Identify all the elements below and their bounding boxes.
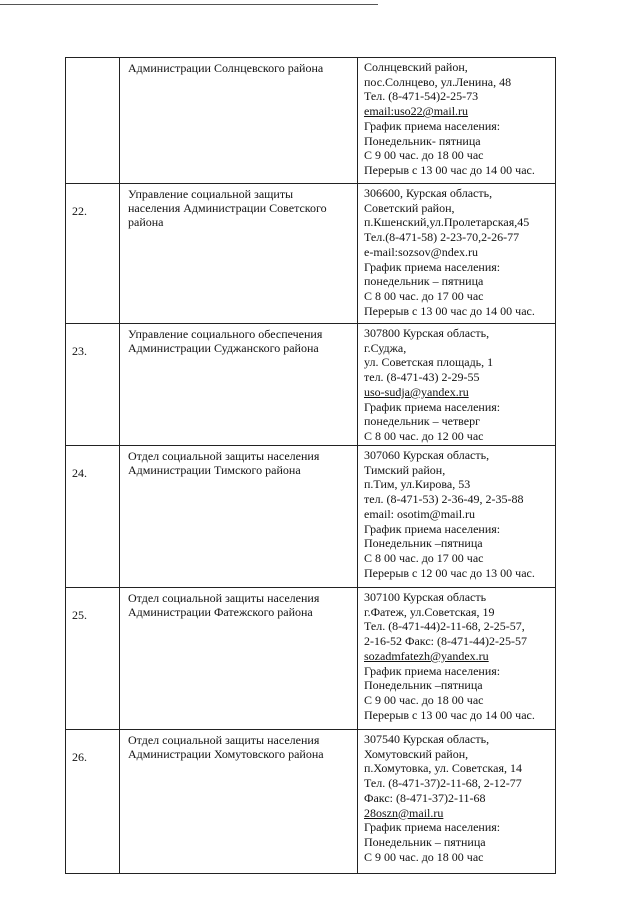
row-number: 25. — [66, 588, 120, 730]
email-link[interactable]: email: osotim@mail.ru — [364, 506, 476, 521]
organization-name: Управление социальной защиты населения Администрации Советского района — [120, 184, 358, 324]
table-row — [66, 730, 556, 874]
table-row — [66, 58, 556, 184]
top-rule — [0, 4, 378, 5]
table-row — [66, 184, 556, 324]
email-link[interactable]: sozadmfatezh@yandex.ru — [364, 648, 489, 663]
organization-name: Отдел социальной защиты населения Администрации Хомутовского района — [120, 730, 358, 874]
table-row — [66, 588, 556, 730]
email-link[interactable]: uso-sudja@yandex.ru — [364, 384, 469, 399]
row-number — [66, 58, 120, 184]
organization-name: Администрации Солнцевского района — [120, 58, 358, 184]
email-link[interactable]: email:uso22@mail.ru — [364, 104, 469, 119]
email-link[interactable]: 28oszn@mail.ru — [364, 805, 444, 820]
contact-details: Солнцевский район, пос.Солнцево, ул.Ленина, 48 Тел. (8-471-54)2-25-73 email:uso22@mail.ru График приема населения: Понедельник- пятница С 9 00 час. до 18 00 час Перерыв с 13 00 час до 14 00 час. — [358, 58, 556, 184]
contact-details: 307100 Курская область г.Фатеж, ул.Советская, 19 Тел. (8-471-44)2-11-68, 2-25-57, 2-16-52 Факс: (8-471-44)2-25-57 sozadmfatezh@yandex.ru График приема населения: Понедельник –пятница С 9 00 час. до 18 00 час Перерыв с 13 00 час до 14 00 час. — [358, 588, 556, 730]
table-row — [66, 324, 556, 446]
row-number: 22. — [66, 184, 120, 324]
contact-details: 307060 Курская область, Тимский район, п.Тим, ул.Кирова, 53 тел. (8-471-53) 2-36-49, 2-35-88 email: osotim@mail.ru График приема населения: Понедельник –пятница С 8 00 час. до 17 00 час Перерыв с 12 00 час до 13 00 час. — [358, 446, 556, 588]
contact-details: 307800 Курская область, г.Суджа, ул. Советская площадь, 1 тел. (8-471-43) 2-29-55 uso-sudja@yandex.ru График приема населения: понедельник – четверг С 8 00 час. до 12 00 час — [358, 324, 556, 446]
contact-details: 307540 Курская область, Хомутовский район, п.Хомутовка, ул. Советская, 14 Тел. (8-471-37)2-11-68, 2-12-77 Факс: (8-471-37)2-11-68 28oszn@mail.ru График приема населения: Понедельник – пятница С 9 00 час. до 18 00 час — [358, 730, 556, 874]
offices-table — [65, 57, 556, 874]
table-row — [66, 446, 556, 588]
contact-details: 306600, Курская область, Советский район, п.Кшенский,ул.Пролетарская,45 Тел.(8-471-58) 2-23-70,2-26-77 e-mail:sozsov@ndex.ru График приема населения: понедельник – пятница С 8 00 час. до 17 00 час Перерыв с 13 00 час до 14 00 час. — [358, 184, 556, 324]
organization-name: Управление социального обеспечения Администрации Суджанского района — [120, 324, 358, 446]
row-number: 23. — [66, 324, 120, 446]
organization-name: Отдел социальной защиты населения Администрации Тимского района — [120, 446, 358, 588]
row-number: 26. — [66, 730, 120, 874]
organization-name: Отдел социальной защиты населения Администрации Фатежского района — [120, 588, 358, 730]
email-link[interactable]: e-mail:sozsov@ndex.ru — [364, 244, 479, 259]
row-number: 24. — [66, 446, 120, 588]
